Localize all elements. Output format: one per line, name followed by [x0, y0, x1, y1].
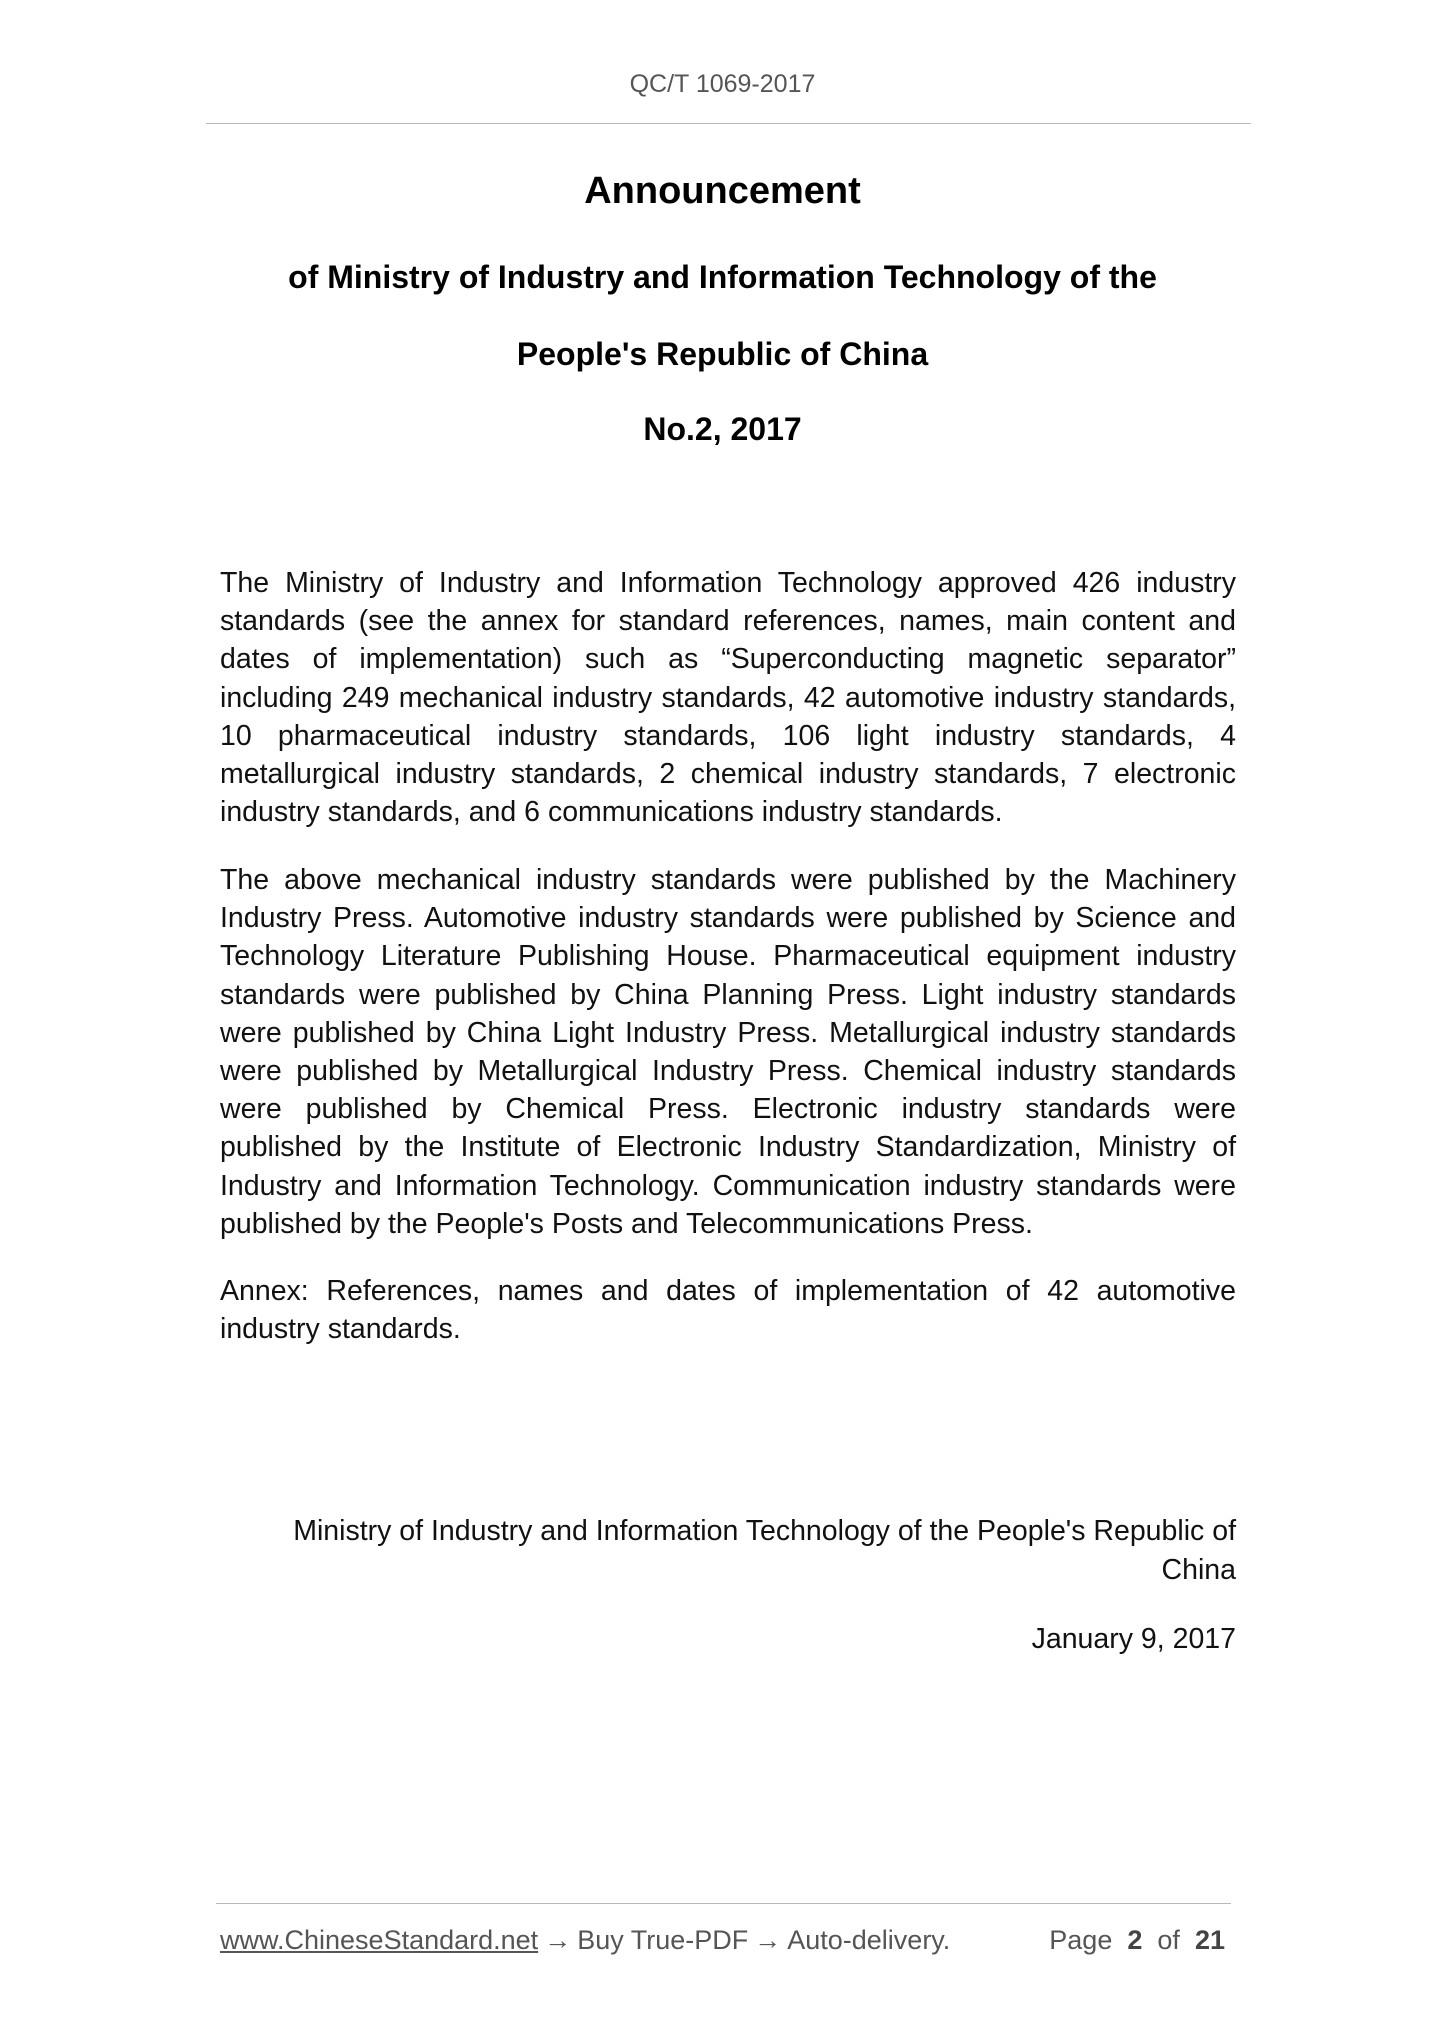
footer-divider [216, 1903, 1231, 1904]
page-label: Page [1049, 1925, 1113, 1955]
announcement-subtitle-line-1: of Ministry of Industry and Information Technology of the [288, 259, 1157, 295]
announcement-title: Announcement [584, 170, 861, 212]
issue-date: January 9, 2017 [1031, 1623, 1236, 1655]
page-total: 21 [1194, 1925, 1225, 1955]
body-paragraph-publishers: The above mechanical industry standards were published by the Machinery Industry Press. Automotive industry standards were published by Science and Technology Literature Publishing House. Pharmaceutical equipment industry standards were published by China Planning Press. Light industry standards were published by China Light Industry Press. Metallurgical industry standards were published by Metallurgical Industry Press. Chemical industry standards were published by Chemical Press. Electronic industry standards were published by the Institute of Electronic Industry Standardization, Ministry of Industry and Information Technology. Communication industry standards were published by the People's Posts and Telecommunications Press. [220, 864, 1236, 1240]
footer-step-buy: Buy True-PDF [577, 1925, 749, 1955]
issuer-signature: Ministry of Industry and Information Technology of the People's Republic of China [293, 1515, 1236, 1586]
right-arrow-icon: → [754, 1925, 782, 1955]
footer-step-delivery: Auto-delivery. [787, 1925, 951, 1955]
body-paragraph-approval: The Ministry of Industry and Information Technology approved 426 industry standards (see the annex for standard references, names, main content and dates of implementation) such as “Superconducting magnetic separator” including 249 mechanical industry standards, 42 automotive industry standards, 10 pharmaceutical industry standards, 106 light industry standards, 4 metallurgical industry standards, 2 chemical industry standards, 7 electronic industry standards, and 6 communications industry standards. [220, 567, 1236, 829]
footer-promo [220, 1925, 950, 1956]
document-code-header: QC/T 1069-2017 [629, 70, 816, 98]
announcement-number: No.2, 2017 [643, 411, 802, 447]
page-current: 2 [1127, 1925, 1143, 1955]
announcement-subtitle-line-2: People's Republic of China [516, 336, 929, 372]
body-paragraph-annex: Annex: References, names and dates of implementation of 42 automotive industry standards. [220, 1275, 1236, 1346]
header-divider [206, 123, 1251, 124]
page-of-label: of [1157, 1925, 1180, 1955]
right-arrow-icon: → [544, 1925, 572, 1955]
page-indicator [1049, 1925, 1225, 1956]
chinesestandard-link[interactable]: www.ChineseStandard.net [220, 1925, 539, 1955]
